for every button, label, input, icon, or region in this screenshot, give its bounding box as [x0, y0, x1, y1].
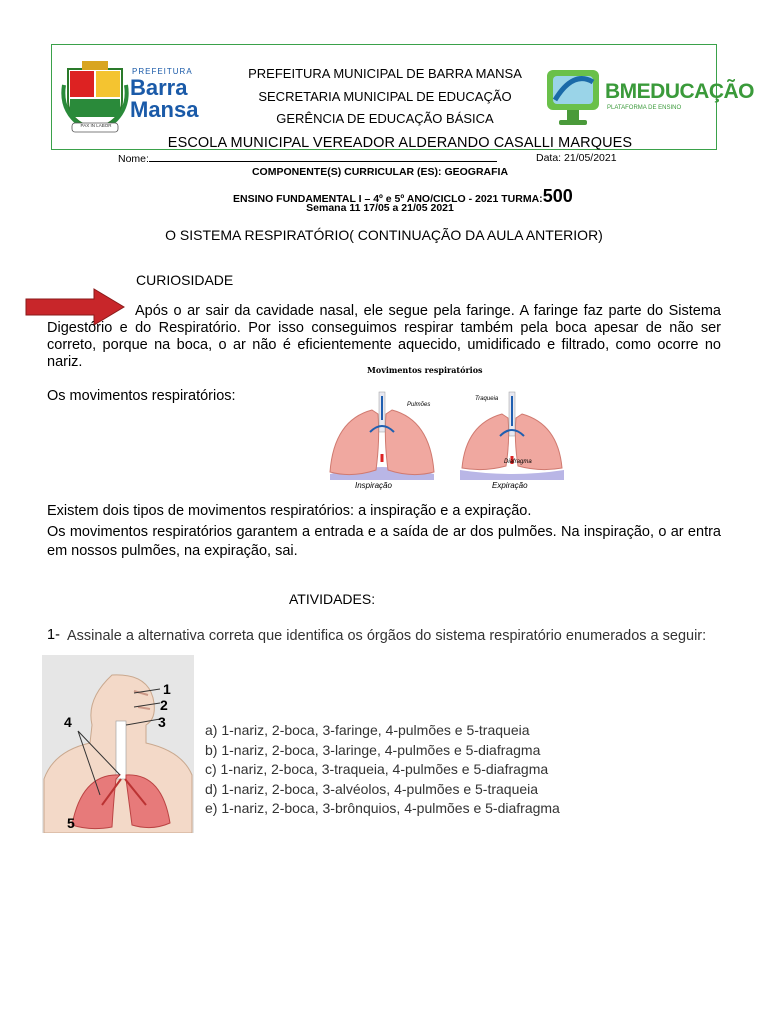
logo-tagline: PLATAFORMA DE ENSINO	[607, 105, 682, 111]
question-text: Assinale a alternativa correta que identifica os órgãos do sistema respiratório enumerados a seguir:	[67, 628, 707, 644]
figure-label-5: 5	[67, 815, 75, 831]
name-field	[118, 152, 497, 165]
option-list	[205, 721, 560, 819]
header-line-secretaria: SECRETARIA MUNICIPAL DE EDUCAÇÃO	[258, 89, 512, 104]
logo-city-line2: Mansa	[130, 97, 199, 122]
respiratory-system-figure	[42, 655, 194, 833]
movements-paragraph-1: Existem dois tipos de movimentos respiratórios: a inspiração e a expiração.	[47, 503, 532, 519]
logo-brand: BMEDUCAÇÃO	[605, 80, 754, 103]
figure-label-3: 3	[158, 714, 166, 730]
figure-label-2: 2	[160, 697, 168, 713]
option-b[interactable]: b) 1-nariz, 2-boca, 3-laringe, 4-pulmões e 5-diafragma	[205, 741, 541, 758]
barra-mansa-logo	[60, 55, 210, 135]
figure-label-4: 4	[64, 714, 72, 730]
movements-paragraph-2: Os movimentos respiratórios garantem a entrada e a saída de ar dos pulmões. Na inspiração, o ar entra em nossos pulmões, na expiração, sai.	[47, 524, 721, 559]
component-label: COMPONENTE(S) CURRICULAR (ES): GEOGRAFIA	[251, 166, 509, 178]
name-label: Nome:	[118, 153, 149, 165]
header-line-gerencia: GERÊNCIA DE EDUCAÇÃO BÁSICA	[276, 111, 494, 126]
turma-value: 500	[542, 186, 573, 206]
lungs-icon	[322, 380, 572, 492]
logo-motto: PAX IN LABOR	[80, 123, 112, 128]
question-number: 1-	[47, 627, 60, 643]
breathing-movements-figure	[322, 362, 572, 492]
logo-prefeitura-text: PREFEITURA	[132, 67, 193, 76]
label-pulmoes: Pulmões	[407, 402, 431, 408]
label-traqueia: Traqueia	[475, 396, 499, 402]
option-e[interactable]: e) 1-nariz, 2-boca, 3-brônquios, 4-pulmões e 5-diafragma	[205, 800, 560, 816]
option-d[interactable]: d) 1-nariz, 2-boca, 3-alvéolos, 4-pulmões e 5-traqueia	[205, 780, 539, 797]
option-a[interactable]: a) 1-nariz, 2-boca, 3-faringe, 4-pulmões e 5-traqueia	[205, 722, 530, 738]
respiratory-system-icon	[42, 655, 194, 833]
header-line-prefeitura: PREFEITURA MUNICIPAL DE BARRA MANSA	[248, 66, 522, 81]
curiosity-heading: CURIOSIDADE	[136, 272, 234, 288]
school-name: ESCOLA MUNICIPAL VEREADOR ALDERANDO CASALLI MARQUES	[167, 135, 633, 151]
movements-label: Os movimentos respiratórios:	[47, 388, 236, 404]
week-label: Semana 11 17/05 a 21/05 2021	[306, 202, 454, 214]
label-expiracao: Expiração	[492, 481, 528, 490]
label-inspiracao: Inspiração	[355, 481, 392, 490]
date-label: Data: 21/05/2021	[536, 152, 617, 164]
question-text-box	[67, 627, 720, 646]
logo-city-line1: Barra	[130, 75, 188, 100]
logo-city-name	[130, 77, 198, 121]
label-diafragma: Diafragma	[504, 459, 532, 465]
bmeducacao-logo	[543, 60, 754, 132]
option-c[interactable]: c) 1-nariz, 2-boca, 3-traqueia, 4-pulmões e 5-diafragma	[205, 761, 549, 777]
activities-heading: ATIVIDADES:	[289, 591, 376, 607]
page-title: O SISTEMA RESPIRATÓRIO( CONTINUAÇÃO DA AULA ANTERIOR)	[165, 227, 603, 243]
figure-title: Movimentos respiratórios	[367, 365, 483, 375]
monitor-icon	[543, 60, 605, 132]
curiosity-text: Após o ar sair da cavidade nasal, ele segue pela faringe. A faringe faz parte do Sistema Digestório e do Respiratório. Por isso conseguimos respirar também pela boca apesar de não ser correto, porque na boca, o ar não é eficientemente aquecido, umidificado e filtrado, como ocorre no nariz.	[47, 303, 721, 370]
ensino-label: ENSINO FUNDAMENTAL I – 4º e 5º ANO/CICLO - 2021 TURMA:	[233, 193, 543, 205]
figure-label-1: 1	[163, 681, 171, 697]
